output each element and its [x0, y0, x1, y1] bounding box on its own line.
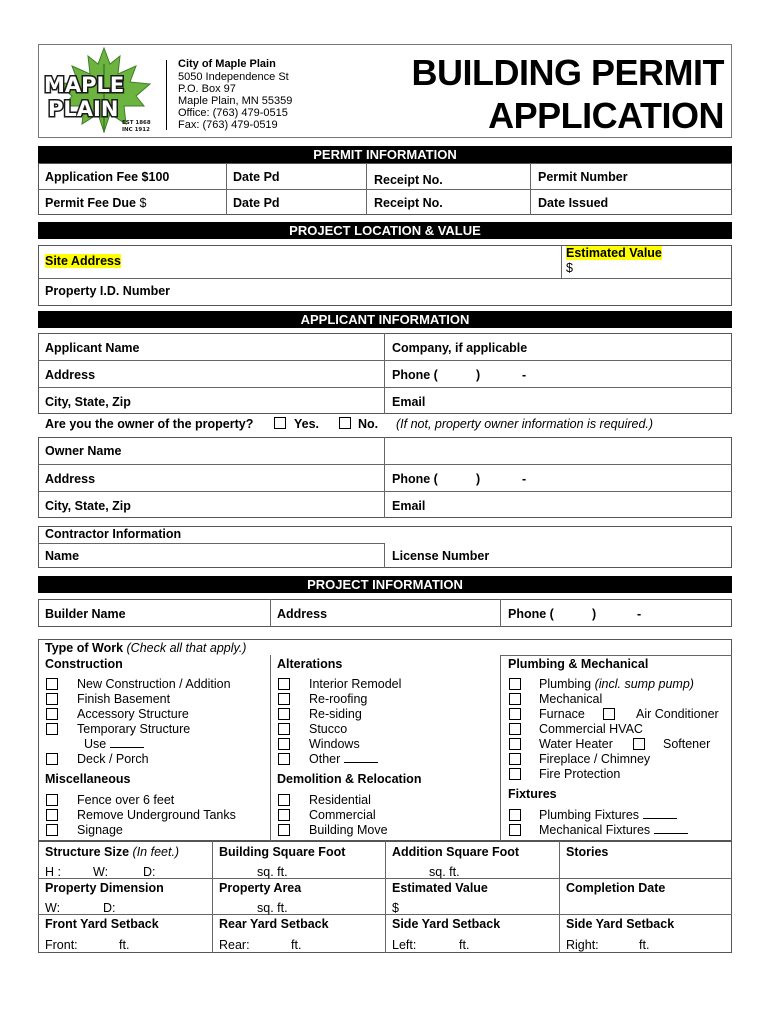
plumbing-text: Plumbing: [539, 677, 592, 691]
divider: [559, 841, 560, 953]
owner-yes-label: Yes.: [294, 417, 320, 431]
temporary-structure-label: Temporary Structure: [77, 722, 191, 736]
date-issued-label[interactable]: Date Issued: [538, 196, 609, 210]
temporary-structure-checkbox[interactable]: [46, 723, 58, 735]
builder-name-label[interactable]: Builder Name: [45, 607, 126, 621]
fence-checkbox[interactable]: [46, 794, 58, 806]
project-info-bar: PROJECT INFORMATION: [38, 576, 732, 593]
divider: [270, 655, 271, 841]
owner-name-label[interactable]: Owner Name: [45, 444, 122, 458]
new-construction-label: New Construction / Addition: [77, 677, 231, 691]
owner-note: (If not, property owner information is required.): [396, 417, 654, 431]
owner-no-label: No.: [358, 417, 379, 431]
applicant-email-label[interactable]: Email: [392, 395, 426, 409]
application-fee-label: Application Fee $100: [45, 170, 170, 184]
divider: [366, 163, 367, 215]
permit-info-bar: PERMIT INFORMATION: [38, 146, 732, 163]
builder-address-label[interactable]: Address: [277, 607, 328, 621]
divider: [561, 245, 562, 278]
city-name: City of Maple Plain: [178, 58, 276, 70]
finish-basement-checkbox[interactable]: [46, 693, 58, 705]
windows-label: Windows: [309, 737, 360, 751]
right-ft-unit: ft.: [639, 938, 650, 952]
receipt-number-label-2[interactable]: Receipt No.: [374, 196, 443, 210]
logo-line1: MAPLE: [44, 73, 125, 97]
divider: [38, 464, 732, 465]
divider: [38, 189, 732, 190]
estimated-value-dollar: $: [566, 261, 573, 275]
water-heater-checkbox[interactable]: [509, 738, 521, 750]
underground-tanks-label: Remove Underground Tanks: [77, 808, 236, 822]
owner-yes-checkbox[interactable]: [274, 417, 286, 429]
other-field[interactable]: [309, 752, 378, 766]
address-line1: 5050 Independence St: [178, 71, 289, 83]
side-setback-right-label: Side Yard Setback: [566, 917, 675, 931]
residential-checkbox[interactable]: [278, 794, 290, 806]
project-location-bar: PROJECT LOCATION & VALUE: [38, 222, 732, 239]
office-phone: Office: (763) 479-0515: [178, 107, 288, 119]
fence-label: Fence over 6 feet: [77, 793, 175, 807]
property-id-label[interactable]: Property I.D. Number: [45, 284, 171, 298]
re-roofing-label: Re-roofing: [309, 692, 368, 706]
divider: [384, 543, 385, 568]
address-line2: P.O. Box 97: [178, 83, 236, 95]
builder-frame: [38, 599, 732, 627]
divider: [500, 655, 501, 841]
sump-pump-note: (incl. sump pump): [594, 677, 694, 691]
company-label[interactable]: Company, if applicable: [392, 341, 528, 355]
property-area-unit[interactable]: sq. ft.: [257, 901, 288, 915]
accessory-structure-label: Accessory Structure: [77, 707, 189, 721]
applicant-frame: [38, 333, 732, 414]
divider: [530, 163, 531, 215]
miscellaneous-title: Miscellaneous: [45, 772, 131, 786]
mechanical-label: Mechanical: [539, 692, 603, 706]
plumbing-mechanical-title: Plumbing & Mechanical: [508, 657, 649, 671]
contractor-title: Contractor Information: [45, 527, 182, 541]
front-ft-unit: ft.: [119, 938, 130, 952]
new-construction-checkbox[interactable]: [46, 678, 58, 690]
fire-protection-checkbox[interactable]: [509, 768, 521, 780]
left-ft-unit: ft.: [459, 938, 470, 952]
permit-fee-due-label: Permit Fee Due: [45, 196, 137, 210]
applicant-address-label[interactable]: Address: [45, 368, 96, 382]
owner-phone-label[interactable]: Phone (: [392, 472, 438, 486]
site-address-label[interactable]: Site Address: [45, 254, 121, 268]
plumbing-fixtures-label: Plumbing Fixtures: [539, 808, 640, 822]
re-siding-checkbox[interactable]: [278, 708, 290, 720]
addition-sqft-label: Addition Square Foot: [392, 845, 520, 859]
project-estimated-value-label: Estimated Value: [392, 881, 488, 895]
addition-sqft-unit[interactable]: sq. ft.: [429, 865, 460, 879]
mechanical-fixtures-checkbox[interactable]: [509, 824, 521, 836]
dollar-sign: $: [139, 196, 147, 210]
plumbing-fixtures-blank[interactable]: [643, 818, 677, 819]
builder-phone-close: ): [592, 607, 597, 621]
divider: [212, 841, 213, 953]
signage-label: Signage: [77, 823, 123, 837]
owner-city-label[interactable]: City, State, Zip: [45, 499, 131, 513]
divider: [385, 841, 386, 953]
logo-est: EST 1868: [122, 120, 151, 126]
fireplace-label: Fireplace / Chimney: [539, 752, 651, 766]
plumbing-checkbox[interactable]: [509, 678, 521, 690]
stucco-checkbox[interactable]: [278, 723, 290, 735]
divider: [500, 599, 501, 627]
divider: [384, 437, 385, 518]
right-label[interactable]: Right:: [566, 938, 599, 952]
divider: [38, 491, 732, 492]
air-conditioner-checkbox[interactable]: [603, 708, 615, 720]
plumbing-fixtures-field[interactable]: [539, 808, 677, 822]
property-width-label[interactable]: W:: [45, 901, 61, 915]
divider: [226, 163, 227, 215]
receipt-number-label[interactable]: Receipt No.: [374, 173, 443, 187]
fax-number: Fax: (763) 479-0519: [178, 119, 278, 131]
in-feet-note: (In feet.): [132, 845, 180, 859]
depth-label[interactable]: D:: [143, 865, 156, 879]
mechanical-fixtures-field[interactable]: [539, 823, 688, 837]
structure-size-label: Structure Size: [45, 845, 130, 859]
deck-porch-checkbox[interactable]: [46, 753, 58, 765]
owner-frame: [38, 437, 732, 518]
commercial-hvac-checkbox[interactable]: [509, 723, 521, 735]
project-value-dollar[interactable]: $: [392, 901, 399, 915]
owner-phone-close: ): [476, 472, 481, 486]
divider: [500, 655, 732, 656]
property-depth-label[interactable]: D:: [103, 901, 116, 915]
completion-date-label[interactable]: Completion Date: [566, 881, 666, 895]
commercial-checkbox[interactable]: [278, 809, 290, 821]
logo-line2: PLAIN: [48, 97, 119, 121]
fireplace-checkbox[interactable]: [509, 753, 521, 765]
phone-dash: -: [522, 368, 527, 382]
check-all-note: (Check all that apply.): [126, 641, 247, 655]
owner-question: Are you the owner of the property?: [45, 417, 254, 431]
address-line3: Maple Plain, MN 55359: [178, 95, 293, 107]
alterations-title: Alterations: [277, 657, 343, 671]
commercial-label: Commercial: [309, 808, 376, 822]
water-heater-label: Water Heater: [539, 737, 613, 751]
divider: [384, 333, 385, 414]
fixtures-title: Fixtures: [508, 787, 557, 801]
maple-plain-logo: [38, 44, 160, 136]
height-label[interactable]: H :: [45, 865, 61, 879]
air-conditioner-label: Air Conditioner: [636, 707, 719, 721]
divider: [38, 543, 384, 544]
re-siding-label: Re-siding: [309, 707, 362, 721]
builder-phone-dash: -: [637, 607, 642, 621]
width-label[interactable]: W:: [93, 865, 109, 879]
construction-title: Construction: [45, 657, 123, 671]
applicant-info-bar: APPLICANT INFORMATION: [38, 311, 732, 328]
owner-no-checkbox[interactable]: [339, 417, 351, 429]
windows-checkbox[interactable]: [278, 738, 290, 750]
header-divider: [166, 60, 167, 130]
divider: [38, 278, 732, 279]
mechanical-fixtures-blank[interactable]: [654, 833, 688, 834]
underground-tanks-checkbox[interactable]: [46, 809, 58, 821]
applicant-city-label[interactable]: City, State, Zip: [45, 395, 131, 409]
rear-ft-unit: ft.: [291, 938, 302, 952]
use-blank[interactable]: [110, 747, 144, 748]
title-line1: BUILDING PERMIT: [411, 52, 724, 93]
divider: [270, 599, 271, 627]
applicant-name-label[interactable]: Applicant Name: [45, 341, 140, 355]
accessory-structure-checkbox[interactable]: [46, 708, 58, 720]
use-field[interactable]: [84, 737, 144, 751]
other-blank[interactable]: [344, 762, 378, 763]
use-label: Use: [84, 737, 107, 751]
mechanical-fixtures-label: Mechanical Fixtures: [539, 823, 651, 837]
structure-size-title: [45, 845, 179, 859]
left-label[interactable]: Left:: [392, 938, 417, 952]
applicant-phone-label[interactable]: Phone (: [392, 368, 438, 382]
furnace-label: Furnace: [539, 707, 585, 721]
divider: [38, 387, 732, 388]
residential-label: Residential: [309, 793, 371, 807]
license-number-label[interactable]: License Number: [392, 549, 490, 563]
permit-fee-due-field[interactable]: [45, 196, 146, 210]
building-move-label: Building Move: [309, 823, 388, 837]
other-label: Other: [309, 752, 341, 766]
permit-number-label[interactable]: Permit Number: [538, 170, 628, 184]
rear-label[interactable]: Rear:: [219, 938, 250, 952]
stories-label[interactable]: Stories: [566, 845, 609, 859]
softener-label: Softener: [663, 737, 711, 751]
divider: [38, 360, 732, 361]
commercial-hvac-label: Commercial HVAC: [539, 722, 643, 736]
estimated-value-label[interactable]: Estimated Value: [566, 246, 662, 260]
plumbing-label: [539, 677, 694, 691]
furnace-checkbox[interactable]: [509, 708, 521, 720]
rear-setback-label: Rear Yard Setback: [219, 917, 329, 931]
demolition-title: Demolition & Relocation: [277, 772, 422, 786]
builder-phone-label[interactable]: Phone (: [508, 607, 554, 621]
logo-inc: INC 1912: [122, 127, 150, 133]
building-move-checkbox[interactable]: [278, 824, 290, 836]
owner-phone-dash: -: [522, 472, 527, 486]
softener-checkbox[interactable]: [633, 738, 645, 750]
contractor-name-label[interactable]: Name: [45, 549, 80, 563]
property-dimension-label: Property Dimension: [45, 881, 164, 895]
title-line2: APPLICATION: [488, 95, 724, 136]
mechanical-checkbox[interactable]: [509, 693, 521, 705]
fire-protection-label: Fire Protection: [539, 767, 621, 781]
building-sqft-label: Building Square Foot: [219, 845, 346, 859]
side-setback-left-label: Side Yard Setback: [392, 917, 501, 931]
interior-remodel-checkbox[interactable]: [278, 678, 290, 690]
deck-porch-label: Deck / Porch: [77, 752, 149, 766]
plumbing-fixtures-checkbox[interactable]: [509, 809, 521, 821]
date-paid-label-2[interactable]: Date Pd: [233, 196, 280, 210]
owner-address-label[interactable]: Address: [45, 472, 96, 486]
other-checkbox[interactable]: [278, 753, 290, 765]
building-sqft-unit[interactable]: sq. ft.: [257, 865, 288, 879]
phone-close-paren: ): [476, 368, 481, 382]
date-paid-label[interactable]: Date Pd: [233, 170, 280, 184]
owner-email-label[interactable]: Email: [392, 499, 426, 513]
property-area-label: Property Area: [219, 881, 302, 895]
front-setback-label: Front Yard Setback: [45, 917, 159, 931]
re-roofing-checkbox[interactable]: [278, 693, 290, 705]
maple-leaf-icon: [38, 44, 160, 136]
signage-checkbox[interactable]: [46, 824, 58, 836]
stucco-label: Stucco: [309, 722, 348, 736]
interior-remodel-label: Interior Remodel: [309, 677, 402, 691]
finish-basement-label: Finish Basement: [77, 692, 171, 706]
type-of-work-title: [45, 641, 246, 655]
type-of-work-label: Type of Work: [45, 641, 124, 655]
front-label[interactable]: Front:: [45, 938, 78, 952]
